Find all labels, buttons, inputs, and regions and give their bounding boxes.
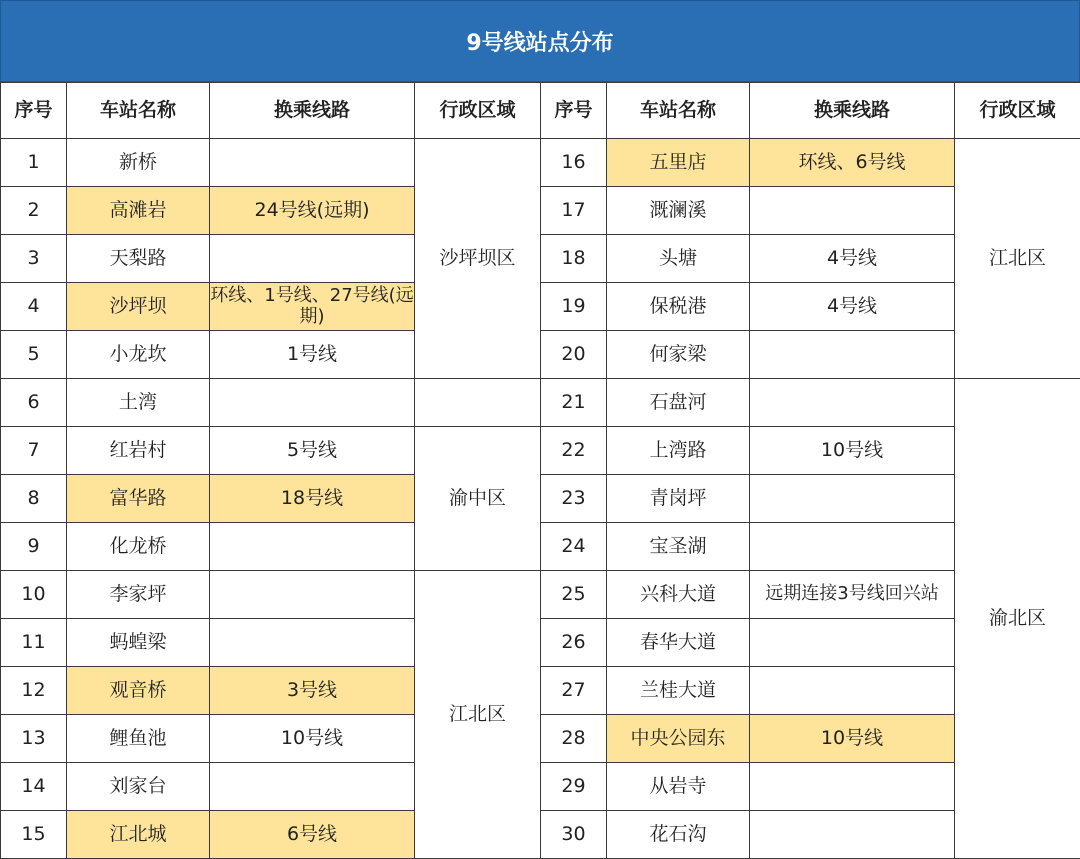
header-transfer-lines: 换乘线路 (750, 83, 955, 139)
station-name: 天梨路 (67, 235, 210, 283)
transfer-lines: 18号线 (210, 475, 415, 523)
station-number: 26 (541, 619, 607, 667)
station-name: 江北城 (67, 811, 210, 859)
transfer-lines: 4号线 (750, 283, 955, 331)
station-number: 29 (541, 763, 607, 811)
transfer-lines: 环线、6号线 (750, 139, 955, 187)
transfer-lines: 3号线 (210, 667, 415, 715)
table-row (1, 427, 1080, 475)
transfer-lines (210, 235, 415, 283)
header-station-name: 车站名称 (607, 83, 750, 139)
station-number: 12 (1, 667, 67, 715)
table-row (1, 571, 1080, 619)
transfer-lines: 10号线 (750, 427, 955, 475)
station-number: 27 (541, 667, 607, 715)
station-name: 化龙桥 (67, 523, 210, 571)
table-row (1, 763, 1080, 811)
station-number: 18 (541, 235, 607, 283)
transfer-lines (210, 139, 415, 187)
station-name: 观音桥 (67, 667, 210, 715)
station-number: 28 (541, 715, 607, 763)
header-seq: 序号 (541, 83, 607, 139)
transfer-lines: 远期连接3号线回兴站 (750, 571, 955, 619)
table-row (1, 139, 1080, 187)
transfer-lines (210, 619, 415, 667)
header-district: 行政区域 (955, 83, 1080, 139)
station-name: 小龙坎 (67, 331, 210, 379)
transfer-lines: 10号线 (210, 715, 415, 763)
station-name: 兰桂大道 (607, 667, 750, 715)
station-number: 30 (541, 811, 607, 859)
transfer-lines: 1号线 (210, 331, 415, 379)
header-row (1, 83, 1080, 139)
table-row (1, 811, 1080, 859)
station-number: 23 (541, 475, 607, 523)
district-cell: 江北区 (955, 139, 1080, 379)
station-name: 土湾 (67, 379, 210, 427)
transfer-lines: 4号线 (750, 235, 955, 283)
station-number: 25 (541, 571, 607, 619)
transfer-lines (210, 763, 415, 811)
station-name: 李家坪 (67, 571, 210, 619)
station-name: 从岩寺 (607, 763, 750, 811)
transfer-lines (750, 763, 955, 811)
table-row (1, 619, 1080, 667)
station-name: 鲤鱼池 (67, 715, 210, 763)
header-transfer-lines: 换乘线路 (210, 83, 415, 139)
transfer-lines: 6号线 (210, 811, 415, 859)
table-row (1, 283, 1080, 331)
station-name: 春华大道 (607, 619, 750, 667)
station-number: 5 (1, 331, 67, 379)
district-cell: 渝北区 (955, 379, 1080, 859)
table-row (1, 187, 1080, 235)
station-number: 17 (541, 187, 607, 235)
station-number: 13 (1, 715, 67, 763)
station-number: 1 (1, 139, 67, 187)
transfer-lines (210, 379, 415, 427)
transfer-lines (750, 331, 955, 379)
table-row (1, 379, 1080, 427)
station-name: 红岩村 (67, 427, 210, 475)
station-name: 兴科大道 (607, 571, 750, 619)
station-number: 15 (1, 811, 67, 859)
table-row (1, 715, 1080, 763)
station-name: 何家梁 (607, 331, 750, 379)
station-number: 6 (1, 379, 67, 427)
transfer-lines (750, 523, 955, 571)
header-station-name: 车站名称 (67, 83, 210, 139)
station-name: 宝圣湖 (607, 523, 750, 571)
transfer-lines (750, 187, 955, 235)
transfer-lines (210, 523, 415, 571)
table-row (1, 667, 1080, 715)
transfer-lines: 5号线 (210, 427, 415, 475)
transfer-lines (750, 379, 955, 427)
station-name: 青岗坪 (607, 475, 750, 523)
station-number: 8 (1, 475, 67, 523)
table-row (1, 523, 1080, 571)
station-name: 保税港 (607, 283, 750, 331)
district-cell: 渝中区 (415, 427, 541, 571)
transfer-lines: 24号线(远期) (210, 187, 415, 235)
station-number: 9 (1, 523, 67, 571)
station-name: 沙坪坝 (67, 283, 210, 331)
table-row (1, 475, 1080, 523)
transfer-lines (750, 667, 955, 715)
station-table (0, 82, 1080, 859)
station-number: 21 (541, 379, 607, 427)
district-cell-empty (415, 379, 541, 427)
station-name: 中央公园东 (607, 715, 750, 763)
district-cell: 江北区 (415, 571, 541, 859)
transfer-lines (750, 475, 955, 523)
transfer-lines (750, 811, 955, 859)
station-name: 头塘 (607, 235, 750, 283)
transfer-lines (210, 571, 415, 619)
district-cell: 沙坪坝区 (415, 139, 541, 379)
header-seq: 序号 (1, 83, 67, 139)
station-number: 11 (1, 619, 67, 667)
station-name: 刘家台 (67, 763, 210, 811)
station-number: 22 (541, 427, 607, 475)
station-number: 7 (1, 427, 67, 475)
station-number: 19 (541, 283, 607, 331)
table-row (1, 235, 1080, 283)
table-title: 9号线站点分布 (0, 0, 1080, 82)
station-name: 溉澜溪 (607, 187, 750, 235)
station-name: 上湾路 (607, 427, 750, 475)
station-name: 新桥 (67, 139, 210, 187)
station-number: 3 (1, 235, 67, 283)
station-number: 24 (541, 523, 607, 571)
table-row (1, 331, 1080, 379)
transfer-lines: 环线、1号线、27号线(远期) (210, 283, 415, 331)
station-name: 蚂蝗梁 (67, 619, 210, 667)
station-number: 20 (541, 331, 607, 379)
station-name: 五里店 (607, 139, 750, 187)
station-number: 14 (1, 763, 67, 811)
transfer-lines: 10号线 (750, 715, 955, 763)
station-name: 花石沟 (607, 811, 750, 859)
station-number: 10 (1, 571, 67, 619)
station-name: 富华路 (67, 475, 210, 523)
transfer-lines (750, 619, 955, 667)
station-number: 4 (1, 283, 67, 331)
header-district: 行政区域 (415, 83, 541, 139)
station-name: 石盘河 (607, 379, 750, 427)
station-name: 高滩岩 (67, 187, 210, 235)
station-number: 2 (1, 187, 67, 235)
station-number: 16 (541, 139, 607, 187)
